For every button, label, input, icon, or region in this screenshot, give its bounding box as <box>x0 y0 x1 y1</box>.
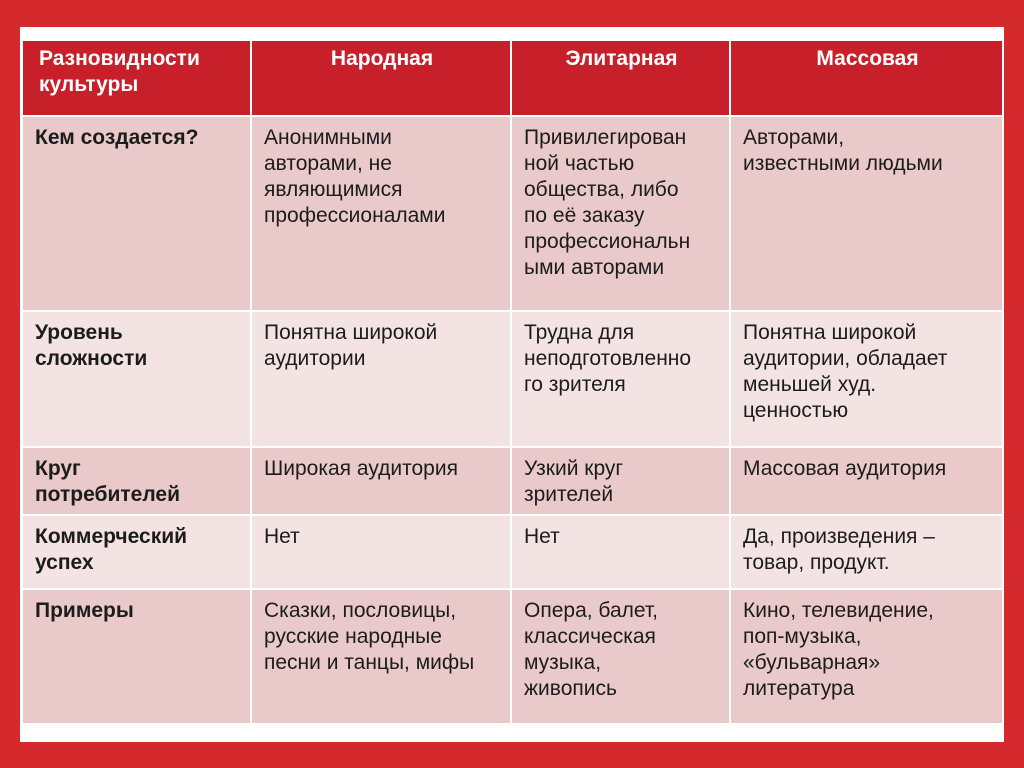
header-mass: Массовая <box>730 40 1003 116</box>
cell-elite: Узкий круг зрителей <box>511 447 730 515</box>
cell-mass: Массовая аудитория <box>730 447 1003 515</box>
cell-folk: Нет <box>251 515 511 589</box>
cell-elite: Трудна для неподготовленно го зрителя <box>511 311 730 447</box>
cell-folk: Сказки, пословицы, русские народные песни и танцы, мифы <box>251 589 511 724</box>
row-label: Уровень сложности <box>22 311 251 447</box>
row-label: Кем создается? <box>22 116 251 311</box>
header-culture-types: Разновидности культуры <box>22 40 251 116</box>
table-row <box>22 589 1003 724</box>
table-row <box>22 447 1003 515</box>
row-label: Коммерческий успех <box>22 515 251 589</box>
cell-folk: Анонимными авторами, не являющимися профессионалами <box>251 116 511 311</box>
cell-mass: Понятна широкой аудитории, обладает меньшей худ. ценностью <box>730 311 1003 447</box>
header-elite: Элитарная <box>511 40 730 116</box>
table-header-row <box>22 40 1003 116</box>
cell-folk: Понятна широкой аудитории <box>251 311 511 447</box>
table-row <box>22 116 1003 311</box>
header-folk: Народная <box>251 40 511 116</box>
table-row <box>22 515 1003 589</box>
cell-mass: Авторами, известными людьми <box>730 116 1003 311</box>
cell-folk: Широкая аудитория <box>251 447 511 515</box>
cell-mass: Да, произведения – товар, продукт. <box>730 515 1003 589</box>
table-row <box>22 311 1003 447</box>
cell-elite: Привилегирован ной частью общества, либо по её заказу профессиональн ыми авторами <box>511 116 730 311</box>
culture-types-table <box>21 39 1004 725</box>
cell-elite: Нет <box>511 515 730 589</box>
cell-mass: Кино, телевидение, поп-музыка, «бульварная» литература <box>730 589 1003 724</box>
row-label: Круг потребителей <box>22 447 251 515</box>
row-label: Примеры <box>22 589 251 724</box>
cell-elite: Опера, балет, классическая музыка, живопись <box>511 589 730 724</box>
